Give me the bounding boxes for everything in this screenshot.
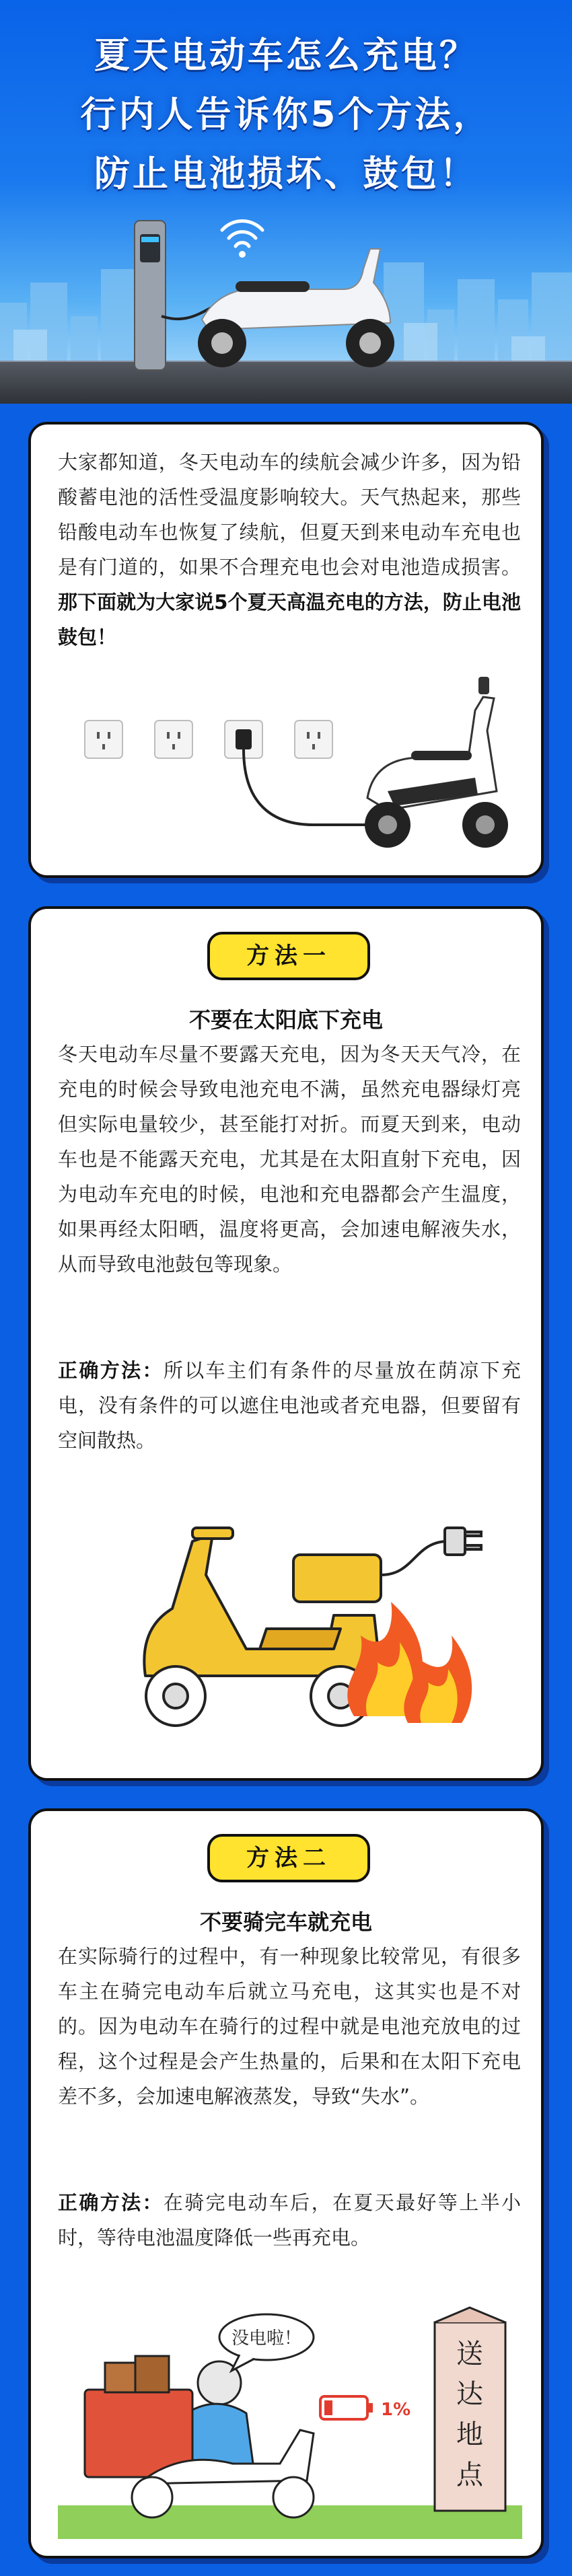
method2-card <box>28 1808 544 2559</box>
scooter-icon <box>365 677 508 848</box>
method1-badge: 方法一 <box>207 932 370 980</box>
battery-percent-label: 1% <box>381 2400 411 2420</box>
header-banner <box>0 0 572 404</box>
title-line-3: 防止电池损坏、鼓包！ <box>94 153 478 194</box>
title-line-2: 行内人告诉你5个方法， <box>80 94 492 135</box>
intro-bold-text: 那下面就为大家说5个夏天高温充电的方法，防止电池鼓包！ <box>58 591 521 649</box>
method2-badge: 方法二 <box>207 1834 370 1882</box>
method2-tip-label: 正确方法： <box>58 2191 164 2214</box>
method1-card <box>28 906 544 1781</box>
wifi-icon <box>222 221 262 246</box>
sign-char-1: 送 <box>456 2339 483 2369</box>
method1-heading: 不要在太阳底下充电 <box>188 1007 383 1033</box>
delivery-rider-illustration <box>58 2295 522 2551</box>
charger-box-icon <box>293 1528 481 1602</box>
sign-char-2: 达 <box>456 2379 483 2410</box>
method2-tip-text: 在骑完电动车后，在夏天最好等上半小时，等待电池温度降低一些再充电。 <box>58 2191 521 2249</box>
sockets-scooter-illustration <box>71 657 515 858</box>
scooter-on-fire-illustration <box>112 1501 489 1757</box>
charging-scooter-illustration <box>121 202 417 377</box>
wall-socket-icon <box>85 721 332 758</box>
method2-tip <box>58 2185 521 2255</box>
method2-heading: 不要骑完车就充电 <box>199 1909 372 1935</box>
method1-tip-text: 所以车主们有条件的尽量放在荫凉下充电，没有条件的可以遮住电池或者充电器，但要留有空间散热。 <box>58 1359 521 1452</box>
method1-body: 冬天电动车尽量不要露天充电，因为冬天天气冷，在充电的时候会导致电池充电不满，虽然充电器绿灯亮但实际电量较少，甚至能打对折。而夏天到来，电动车也是不能露天充电，尤其是在太阳直射下充电，因为电动车充电的时候，电池和充电器都会产生温度，如果再经太阳晒，温度将更高，会加速电解液失水，从而导致电池鼓包等现象。 <box>58 1043 521 1276</box>
delivery-box-icon <box>85 2356 192 2477</box>
sign-char-4: 点 <box>456 2460 483 2491</box>
sign-char-3: 地 <box>456 2419 483 2450</box>
intro-paragraph <box>58 445 521 655</box>
intro-card <box>28 422 544 878</box>
method1-tip <box>58 1353 521 1458</box>
speech-bubble-text: 没电啦！ <box>231 2328 302 2349</box>
method2-body: 在实际骑行的过程中，有一种现象比较常见，有很多车主在骑完电动车后就立马充电，这其实也是不对的。因为电动车在骑行的过程中就是电池充放电的过程，这个过程是会产生热量的，后果和在太阳下充电差不多，会加速电解液蒸发，导致“失水”。 <box>58 1945 521 2108</box>
rider-icon <box>192 2361 253 2467</box>
intro-text: 大家都知道，冬天电动车的续航会减少许多，因为铅酸蓄电池的活性受温度影响较大。天气热起来，那些铅酸电动车也恢复了续航，但夏天到来电动车充电也是有门道的，如果不合理充电也会对电池造成损害。 <box>58 451 521 579</box>
low-battery-icon <box>320 2396 373 2419</box>
title-line-1: 夏天电动车怎么充电？ <box>94 35 478 76</box>
charging-cable <box>244 749 374 825</box>
method1-tip-label: 正确方法： <box>58 1359 164 1382</box>
